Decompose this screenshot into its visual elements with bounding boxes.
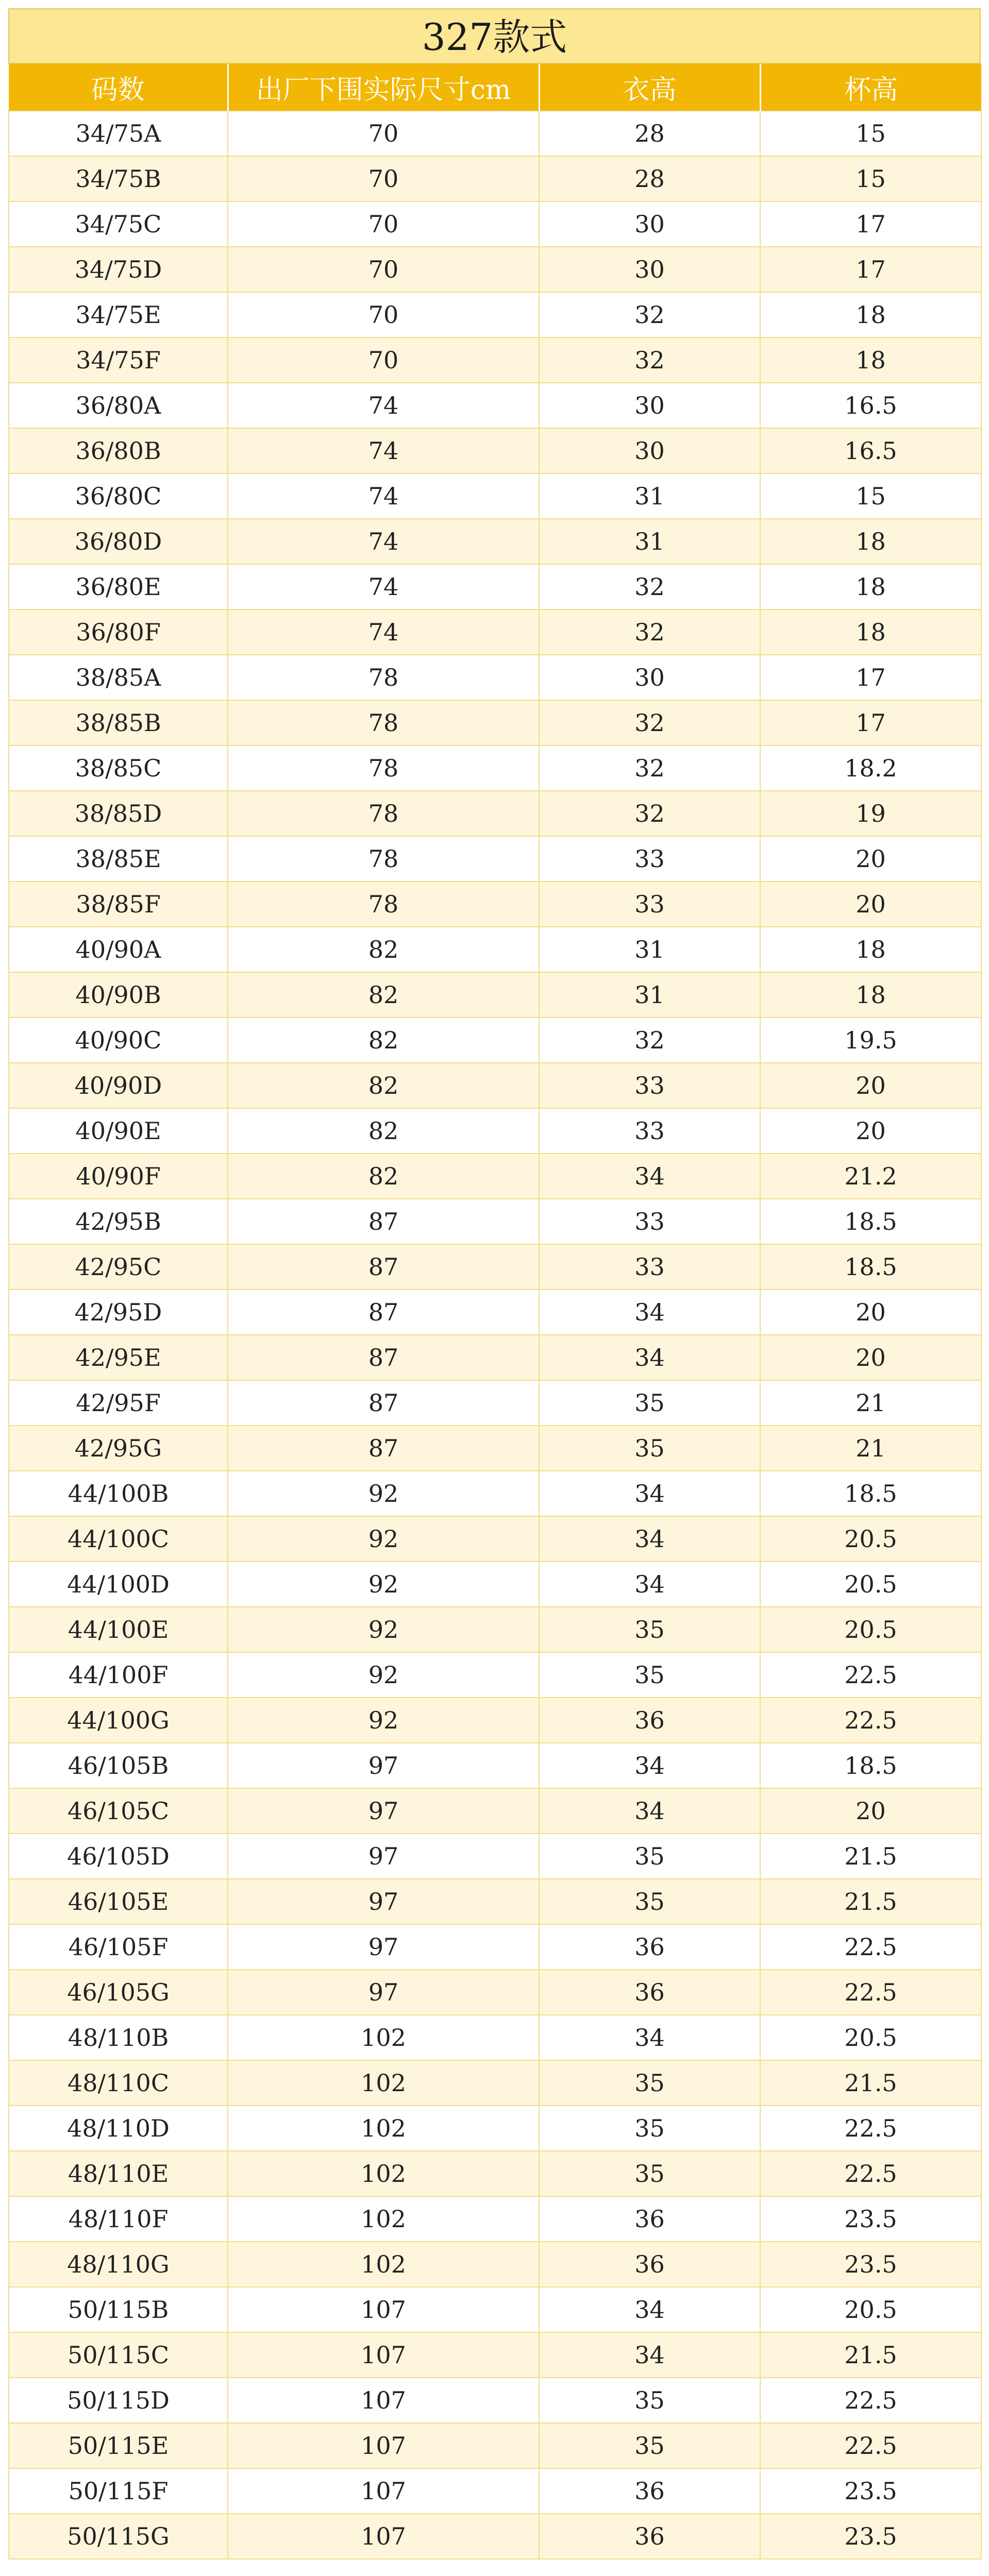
- cell-cup-height: 22.5: [760, 2106, 981, 2151]
- cell-underbust: 78: [228, 745, 539, 791]
- table-row: [9, 1516, 981, 1562]
- cell-size: 34/75A: [9, 111, 228, 156]
- cell-underbust: 102: [228, 2242, 539, 2287]
- cell-underbust: 70: [228, 292, 539, 337]
- cell-garment-height: 35: [539, 2378, 760, 2423]
- cell-size: 44/100D: [9, 1562, 228, 1607]
- cell-underbust: 107: [228, 2514, 539, 2559]
- cell-size: 38/85B: [9, 700, 228, 745]
- cell-cup-height: 21.5: [760, 1879, 981, 1924]
- table-row: [9, 1924, 981, 1970]
- cell-garment-height: 30: [539, 428, 760, 473]
- cell-garment-height: 35: [539, 1834, 760, 1879]
- cell-size: 42/95B: [9, 1199, 228, 1244]
- cell-underbust: 82: [228, 972, 539, 1018]
- cell-size: 34/75D: [9, 247, 228, 292]
- cell-size: 48/110G: [9, 2242, 228, 2287]
- cell-underbust: 74: [228, 473, 539, 519]
- cell-size: 46/105D: [9, 1834, 228, 1879]
- cell-size: 40/90B: [9, 972, 228, 1018]
- table-row: [9, 247, 981, 292]
- table-row: [9, 2060, 981, 2106]
- header-garment-height: 衣高: [539, 64, 760, 111]
- table-row: [9, 1290, 981, 1335]
- table-header: [9, 64, 981, 111]
- table-row: [9, 428, 981, 473]
- cell-cup-height: 21.5: [760, 2332, 981, 2378]
- cell-size: 42/95C: [9, 1244, 228, 1290]
- cell-size: 34/75B: [9, 156, 228, 201]
- cell-cup-height: 22.5: [760, 1970, 981, 2015]
- cell-underbust: 74: [228, 428, 539, 473]
- cell-garment-height: 34: [539, 2015, 760, 2060]
- table-row: [9, 111, 981, 156]
- table-row: [9, 1380, 981, 1426]
- cell-size: 42/95D: [9, 1290, 228, 1335]
- cell-underbust: 87: [228, 1244, 539, 1290]
- table-row: [9, 1698, 981, 1743]
- table-row: [9, 519, 981, 564]
- cell-cup-height: 18: [760, 564, 981, 609]
- cell-underbust: 92: [228, 1562, 539, 1607]
- cell-garment-height: 28: [539, 111, 760, 156]
- table-row: [9, 1335, 981, 1380]
- cell-size: 36/80D: [9, 519, 228, 564]
- cell-garment-height: 34: [539, 1290, 760, 1335]
- table-row: [9, 972, 981, 1018]
- table-row: [9, 1471, 981, 1516]
- cell-size: 50/115C: [9, 2332, 228, 2378]
- cell-cup-height: 18: [760, 519, 981, 564]
- header-row: [9, 64, 981, 111]
- cell-cup-height: 15: [760, 156, 981, 201]
- cell-cup-height: 22.5: [760, 2151, 981, 2196]
- cell-cup-height: 20.5: [760, 1516, 981, 1562]
- cell-size: 40/90C: [9, 1018, 228, 1063]
- cell-garment-height: 30: [539, 383, 760, 428]
- table-row: [9, 2332, 981, 2378]
- cell-size: 40/90D: [9, 1063, 228, 1108]
- cell-underbust: 87: [228, 1426, 539, 1471]
- table-row: [9, 473, 981, 519]
- cell-size: 48/110B: [9, 2015, 228, 2060]
- cell-cup-height: 18.5: [760, 1471, 981, 1516]
- cell-size: 42/95G: [9, 1426, 228, 1471]
- cell-cup-height: 18.5: [760, 1244, 981, 1290]
- cell-garment-height: 35: [539, 2423, 760, 2468]
- table-row: [9, 745, 981, 791]
- cell-garment-height: 36: [539, 2196, 760, 2242]
- header-underbust-cm: 出厂下围实际尺寸cm: [228, 64, 539, 111]
- cell-size: 42/95F: [9, 1380, 228, 1426]
- table-row: [9, 2378, 981, 2423]
- cell-size: 36/80E: [9, 564, 228, 609]
- cell-underbust: 70: [228, 156, 539, 201]
- chart-title: 327款式: [8, 8, 981, 64]
- cell-size: 38/85E: [9, 836, 228, 882]
- cell-underbust: 78: [228, 655, 539, 700]
- cell-underbust: 102: [228, 2060, 539, 2106]
- cell-garment-height: 30: [539, 655, 760, 700]
- cell-underbust: 107: [228, 2287, 539, 2332]
- size-table: [8, 64, 982, 2560]
- cell-cup-height: 18: [760, 927, 981, 972]
- cell-garment-height: 34: [539, 1516, 760, 1562]
- cell-size: 36/80C: [9, 473, 228, 519]
- cell-cup-height: 23.5: [760, 2514, 981, 2559]
- cell-underbust: 78: [228, 791, 539, 836]
- cell-garment-height: 32: [539, 337, 760, 383]
- table-row: [9, 2468, 981, 2514]
- header-cup-height: 杯高: [760, 64, 981, 111]
- cell-size: 38/85F: [9, 882, 228, 927]
- table-row: [9, 1018, 981, 1063]
- cell-cup-height: 15: [760, 473, 981, 519]
- cell-size: 38/85A: [9, 655, 228, 700]
- cell-garment-height: 34: [539, 2332, 760, 2378]
- table-row: [9, 882, 981, 927]
- cell-garment-height: 33: [539, 1063, 760, 1108]
- table-row: [9, 1154, 981, 1199]
- table-row: [9, 292, 981, 337]
- cell-garment-height: 33: [539, 1108, 760, 1154]
- cell-cup-height: 23.5: [760, 2468, 981, 2514]
- cell-cup-height: 19: [760, 791, 981, 836]
- cell-underbust: 82: [228, 1063, 539, 1108]
- cell-underbust: 97: [228, 1834, 539, 1879]
- cell-underbust: 107: [228, 2468, 539, 2514]
- table-row: [9, 1426, 981, 1471]
- table-row: [9, 2514, 981, 2559]
- cell-garment-height: 35: [539, 1426, 760, 1471]
- cell-size: 44/100C: [9, 1516, 228, 1562]
- table-row: [9, 2106, 981, 2151]
- cell-cup-height: 20: [760, 1788, 981, 1834]
- cell-size: 38/85D: [9, 791, 228, 836]
- table-row: [9, 2242, 981, 2287]
- cell-garment-height: 34: [539, 1788, 760, 1834]
- cell-underbust: 78: [228, 836, 539, 882]
- cell-garment-height: 35: [539, 2060, 760, 2106]
- cell-garment-height: 32: [539, 791, 760, 836]
- cell-garment-height: 36: [539, 1924, 760, 1970]
- cell-size: 46/105C: [9, 1788, 228, 1834]
- cell-size: 44/100E: [9, 1607, 228, 1652]
- cell-cup-height: 20: [760, 882, 981, 927]
- cell-cup-height: 20: [760, 1290, 981, 1335]
- cell-underbust: 82: [228, 1018, 539, 1063]
- cell-size: 50/115B: [9, 2287, 228, 2332]
- cell-cup-height: 18.5: [760, 1743, 981, 1788]
- cell-cup-height: 21.5: [760, 2060, 981, 2106]
- cell-cup-height: 18: [760, 337, 981, 383]
- cell-size: 50/115D: [9, 2378, 228, 2423]
- cell-underbust: 87: [228, 1380, 539, 1426]
- size-chart-sheet: [8, 8, 981, 2576]
- cell-underbust: 107: [228, 2423, 539, 2468]
- cell-garment-height: 33: [539, 882, 760, 927]
- cell-size: 36/80B: [9, 428, 228, 473]
- cell-size: 40/90A: [9, 927, 228, 972]
- table-row: [9, 1879, 981, 1924]
- cell-cup-height: 22.5: [760, 1698, 981, 1743]
- cell-cup-height: 17: [760, 247, 981, 292]
- cell-cup-height: 21.2: [760, 1154, 981, 1199]
- cell-garment-height: 30: [539, 247, 760, 292]
- cell-size: 48/110F: [9, 2196, 228, 2242]
- cell-size: 46/105F: [9, 1924, 228, 1970]
- table-row: [9, 564, 981, 609]
- cell-underbust: 78: [228, 882, 539, 927]
- cell-underbust: 78: [228, 700, 539, 745]
- cell-size: 38/85C: [9, 745, 228, 791]
- cell-garment-height: 32: [539, 1018, 760, 1063]
- cell-cup-height: 17: [760, 201, 981, 247]
- cell-garment-height: 31: [539, 927, 760, 972]
- cell-underbust: 92: [228, 1471, 539, 1516]
- table-row: [9, 2015, 981, 2060]
- cell-underbust: 92: [228, 1516, 539, 1562]
- cell-underbust: 70: [228, 111, 539, 156]
- cell-cup-height: 22.5: [760, 2378, 981, 2423]
- table-row: [9, 1607, 981, 1652]
- cell-size: 36/80F: [9, 609, 228, 655]
- cell-cup-height: 15: [760, 111, 981, 156]
- cell-underbust: 97: [228, 1879, 539, 1924]
- cell-cup-height: 20.5: [760, 2287, 981, 2332]
- table-row: [9, 609, 981, 655]
- cell-size: 44/100F: [9, 1652, 228, 1698]
- cell-cup-height: 21.5: [760, 1834, 981, 1879]
- cell-size: 48/110D: [9, 2106, 228, 2151]
- cell-size: 50/115G: [9, 2514, 228, 2559]
- cell-cup-height: 18: [760, 972, 981, 1018]
- cell-cup-height: 16.5: [760, 428, 981, 473]
- cell-cup-height: 20: [760, 1063, 981, 1108]
- cell-size: 34/75C: [9, 201, 228, 247]
- cell-cup-height: 18.5: [760, 1199, 981, 1244]
- table-row: [9, 700, 981, 745]
- table-row: [9, 1244, 981, 1290]
- cell-size: 36/80A: [9, 383, 228, 428]
- table-body: [9, 111, 981, 2559]
- table-row: [9, 337, 981, 383]
- table-row: [9, 201, 981, 247]
- table-row: [9, 1743, 981, 1788]
- cell-underbust: 74: [228, 564, 539, 609]
- table-row: [9, 2151, 981, 2196]
- cell-garment-height: 32: [539, 745, 760, 791]
- cell-garment-height: 35: [539, 1607, 760, 1652]
- table-row: [9, 156, 981, 201]
- table-row: [9, 655, 981, 700]
- cell-garment-height: 32: [539, 609, 760, 655]
- cell-garment-height: 32: [539, 700, 760, 745]
- cell-garment-height: 36: [539, 2468, 760, 2514]
- cell-underbust: 102: [228, 2106, 539, 2151]
- table-row: [9, 927, 981, 972]
- cell-underbust: 82: [228, 927, 539, 972]
- cell-garment-height: 33: [539, 1199, 760, 1244]
- cell-garment-height: 35: [539, 2106, 760, 2151]
- cell-garment-height: 34: [539, 2287, 760, 2332]
- cell-size: 42/95E: [9, 1335, 228, 1380]
- cell-underbust: 82: [228, 1108, 539, 1154]
- cell-underbust: 97: [228, 1788, 539, 1834]
- cell-underbust: 70: [228, 247, 539, 292]
- cell-size: 46/105B: [9, 1743, 228, 1788]
- cell-cup-height: 19.5: [760, 1018, 981, 1063]
- cell-cup-height: 23.5: [760, 2196, 981, 2242]
- table-row: [9, 1652, 981, 1698]
- cell-garment-height: 36: [539, 2242, 760, 2287]
- cell-size: 50/115F: [9, 2468, 228, 2514]
- cell-garment-height: 36: [539, 2514, 760, 2559]
- cell-underbust: 97: [228, 1743, 539, 1788]
- cell-underbust: 70: [228, 201, 539, 247]
- cell-garment-height: 31: [539, 473, 760, 519]
- cell-garment-height: 35: [539, 1879, 760, 1924]
- cell-underbust: 102: [228, 2015, 539, 2060]
- table-row: [9, 2423, 981, 2468]
- header-size: 码数: [9, 64, 228, 111]
- cell-garment-height: 35: [539, 1652, 760, 1698]
- cell-size: 40/90E: [9, 1108, 228, 1154]
- cell-cup-height: 20.5: [760, 1607, 981, 1652]
- cell-cup-height: 23.5: [760, 2242, 981, 2287]
- cell-underbust: 97: [228, 1970, 539, 2015]
- cell-garment-height: 34: [539, 1471, 760, 1516]
- cell-garment-height: 34: [539, 1562, 760, 1607]
- cell-garment-height: 33: [539, 836, 760, 882]
- cell-cup-height: 21: [760, 1426, 981, 1471]
- cell-size: 46/105G: [9, 1970, 228, 2015]
- cell-underbust: 107: [228, 2378, 539, 2423]
- cell-cup-height: 22.5: [760, 1652, 981, 1698]
- cell-cup-height: 20: [760, 1108, 981, 1154]
- cell-underbust: 92: [228, 1698, 539, 1743]
- cell-underbust: 70: [228, 337, 539, 383]
- cell-cup-height: 18: [760, 292, 981, 337]
- cell-size: 48/110E: [9, 2151, 228, 2196]
- table-row: [9, 1562, 981, 1607]
- cell-garment-height: 36: [539, 1970, 760, 2015]
- cell-size: 34/75F: [9, 337, 228, 383]
- cell-underbust: 92: [228, 1652, 539, 1698]
- cell-cup-height: 21: [760, 1380, 981, 1426]
- cell-cup-height: 22.5: [760, 1924, 981, 1970]
- cell-underbust: 87: [228, 1335, 539, 1380]
- table-row: [9, 383, 981, 428]
- cell-underbust: 74: [228, 609, 539, 655]
- cell-underbust: 107: [228, 2332, 539, 2378]
- table-row: [9, 2287, 981, 2332]
- cell-garment-height: 35: [539, 2151, 760, 2196]
- cell-underbust: 97: [228, 1924, 539, 1970]
- cell-size: 40/90F: [9, 1154, 228, 1199]
- cell-garment-height: 30: [539, 201, 760, 247]
- cell-cup-height: 16.5: [760, 383, 981, 428]
- cell-garment-height: 34: [539, 1743, 760, 1788]
- cell-cup-height: 18.2: [760, 745, 981, 791]
- cell-garment-height: 32: [539, 564, 760, 609]
- cell-underbust: 92: [228, 1607, 539, 1652]
- cell-garment-height: 31: [539, 972, 760, 1018]
- cell-garment-height: 28: [539, 156, 760, 201]
- cell-cup-height: 22.5: [760, 2423, 981, 2468]
- table-row: [9, 1788, 981, 1834]
- cell-garment-height: 36: [539, 1698, 760, 1743]
- cell-underbust: 102: [228, 2151, 539, 2196]
- cell-cup-height: 20: [760, 1335, 981, 1380]
- cell-cup-height: 17: [760, 700, 981, 745]
- cell-garment-height: 34: [539, 1154, 760, 1199]
- table-row: [9, 2196, 981, 2242]
- cell-underbust: 82: [228, 1154, 539, 1199]
- table-row: [9, 1970, 981, 2015]
- cell-underbust: 74: [228, 383, 539, 428]
- cell-cup-height: 17: [760, 655, 981, 700]
- cell-size: 44/100B: [9, 1471, 228, 1516]
- cell-underbust: 74: [228, 519, 539, 564]
- cell-underbust: 87: [228, 1290, 539, 1335]
- table-row: [9, 791, 981, 836]
- cell-garment-height: 35: [539, 1380, 760, 1426]
- cell-cup-height: 20.5: [760, 2015, 981, 2060]
- cell-size: 48/110C: [9, 2060, 228, 2106]
- cell-garment-height: 34: [539, 1335, 760, 1380]
- table-row: [9, 836, 981, 882]
- table-row: [9, 1199, 981, 1244]
- cell-size: 44/100G: [9, 1698, 228, 1743]
- table-row: [9, 1063, 981, 1108]
- cell-underbust: 102: [228, 2196, 539, 2242]
- cell-size: 46/105E: [9, 1879, 228, 1924]
- cell-garment-height: 33: [539, 1244, 760, 1290]
- cell-garment-height: 31: [539, 519, 760, 564]
- table-row: [9, 1834, 981, 1879]
- cell-garment-height: 32: [539, 292, 760, 337]
- cell-size: 50/115E: [9, 2423, 228, 2468]
- cell-cup-height: 20.5: [760, 1562, 981, 1607]
- cell-underbust: 87: [228, 1199, 539, 1244]
- cell-cup-height: 20: [760, 836, 981, 882]
- table-row: [9, 1108, 981, 1154]
- cell-cup-height: 18: [760, 609, 981, 655]
- cell-size: 34/75E: [9, 292, 228, 337]
